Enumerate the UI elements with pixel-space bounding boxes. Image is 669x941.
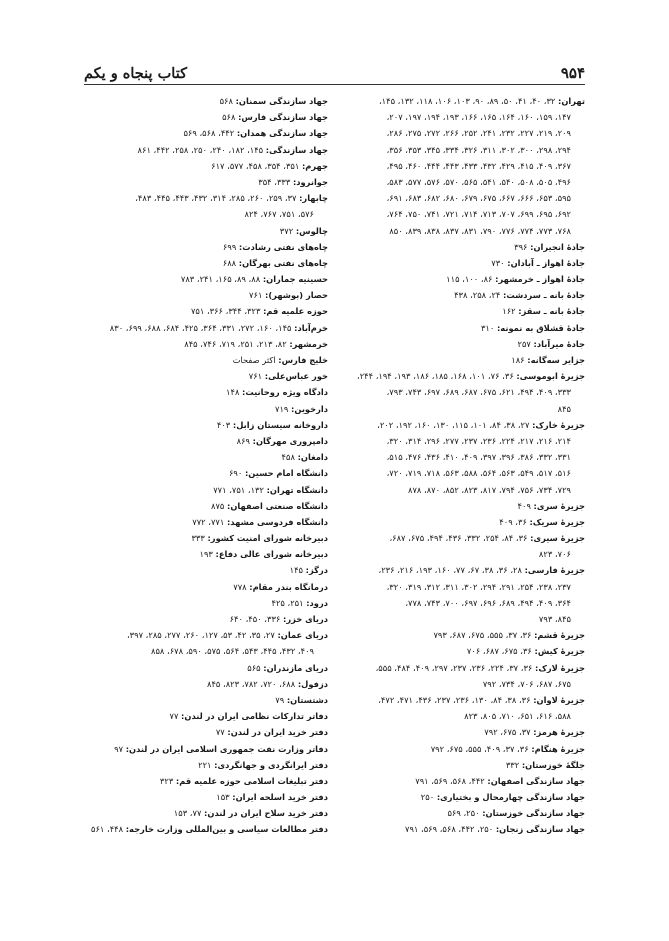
index-term: دفتر خرید سلاح ایران در لندن: bbox=[204, 808, 328, 819]
index-term: جادهٔ انجیران: bbox=[530, 241, 585, 252]
index-entry bbox=[341, 805, 585, 821]
index-entry bbox=[84, 336, 328, 352]
index-entry bbox=[341, 239, 585, 255]
index-term: درود: bbox=[306, 597, 328, 608]
index-page-numbers: ۲۵۱، ۴۲۵ bbox=[271, 597, 307, 608]
index-entry bbox=[341, 530, 585, 546]
index-entry-continuation bbox=[341, 125, 585, 141]
index-entry bbox=[84, 352, 328, 368]
index-entry bbox=[341, 93, 585, 109]
index-page-numbers: ۳۷، ۶۷۵، ۷۹۲ bbox=[484, 727, 534, 738]
index-entry-continuation bbox=[341, 433, 585, 449]
index-term: دفتر مطالعات سیاسی و بین‌المللی وزارت خارجه: bbox=[125, 824, 328, 835]
index-entry bbox=[84, 821, 328, 837]
index-page-numbers: ۱۴۸ bbox=[226, 387, 243, 398]
index-page-numbers: ۶۹۹ bbox=[222, 241, 239, 252]
index-page-numbers: ۳۶، ۷۶، ۱۰۱، ۱۶۸، ۱۸۵، ۱۸۶، ۱۹۳، ۱۹۴، ۲۴۴، bbox=[357, 371, 517, 382]
index-term: درگز: bbox=[305, 565, 328, 576]
index-entry bbox=[84, 93, 328, 109]
index-entry bbox=[341, 643, 585, 659]
index-term: درمانگاه بندر مقام: bbox=[249, 581, 328, 592]
index-page-numbers: ۳۲۳ bbox=[159, 775, 176, 786]
index-term: دادگاه ویژه روحانیت: bbox=[242, 387, 328, 398]
index-entry bbox=[84, 741, 328, 757]
index-column-left bbox=[84, 93, 328, 838]
page-header bbox=[84, 60, 585, 82]
index-term: دفتر خرید اسلحه ایران: bbox=[232, 792, 328, 803]
index-term: جهاد سازندگی سمنان: bbox=[235, 96, 328, 106]
index-entry bbox=[341, 255, 585, 271]
index-entry bbox=[84, 660, 328, 676]
index-term: دامپروری مهرگان: bbox=[252, 435, 328, 446]
index-entry bbox=[84, 142, 328, 158]
index-entry-continuation bbox=[341, 223, 585, 239]
index-page-numbers: ۳۶، ۸۴، ۲۵۴، ۳۳۲، ۴۳۶، ۴۹۴، ۶۷۵، ۶۸۷، bbox=[389, 533, 531, 544]
index-entry bbox=[84, 789, 328, 805]
index-entry bbox=[84, 595, 328, 611]
index-term: جزیرهٔ کیش: bbox=[534, 646, 585, 657]
index-page-numbers: ۸۶۹ bbox=[236, 435, 253, 446]
index-term: دبیرخانه شورای امنیت کشور: bbox=[207, 533, 328, 544]
index-entry bbox=[84, 174, 328, 190]
index-entry-continuation bbox=[341, 190, 585, 206]
index-entry bbox=[341, 741, 585, 757]
index-term: جادهٔ بانه ـ سردشت: bbox=[503, 290, 585, 301]
index-page-numbers: ۷۲۹، ۷۳۴، ۷۵۶، ۷۹۴، ۸۱۷، ۸۲۳، ۸۵۲، ۸۷۰، ۸۷۸ bbox=[408, 484, 571, 495]
index-entry bbox=[341, 417, 585, 433]
index-page-numbers: ۱۴۵، ۱۶۰، ۲۷۲، ۳۳۱، ۳۶۴، ۴۲۵، ۶۸۴، ۶۸۸، ۶۹۹، ۸۳۰ bbox=[109, 322, 295, 333]
index-term: خرمشهر: bbox=[289, 338, 328, 349]
index-entry bbox=[341, 821, 585, 837]
index-page-numbers: ۶۹۰ bbox=[228, 468, 245, 479]
index-entry bbox=[84, 611, 328, 627]
index-entry-continuation bbox=[341, 579, 585, 595]
index-term: جهاد سازندگی خوزستان: bbox=[482, 808, 585, 819]
index-entry bbox=[84, 514, 328, 530]
index-page-numbers: ۵۶۵ bbox=[247, 662, 264, 673]
index-term: دفتر تبلیغات اسلامی حوزه علمیه قم: bbox=[175, 775, 328, 786]
index-term: دارخوین: bbox=[291, 403, 328, 414]
index-term: حسینیه جماران: bbox=[262, 274, 328, 285]
index-page-numbers: ۷۰۶، ۸۲۳ bbox=[538, 549, 571, 560]
index-term: جزیرهٔ لاوان: bbox=[533, 694, 585, 705]
index-term: دزفول: bbox=[297, 678, 328, 689]
index-entry bbox=[84, 724, 328, 740]
index-entry-continuation bbox=[341, 174, 585, 190]
index-term: دریای خزر: bbox=[283, 614, 328, 624]
index-term: جادهٔ بانه ـ سقز: bbox=[518, 306, 585, 317]
index-page-numbers: ۲۹۴، ۲۹۸، ۳۰۰، ۳۰۲، ۳۱۱، ۳۲۶، ۳۳۴، ۳۴۵، ۳۵۳، ۳۵۶، bbox=[386, 144, 571, 155]
index-page-numbers: ۳۶، ۳۷، ۲۲۴، ۲۳۶، ۲۳۷، ۲۹۷، ۴۰۹، ۴۸۴، ۵۵۵، bbox=[375, 662, 536, 673]
index-page-numbers: ۳۳۶، ۴۵۰، ۶۴۰ bbox=[229, 614, 283, 624]
index-term: جزیرهٔ خارک: bbox=[532, 419, 585, 430]
index-page-numbers: ۲۱۴، ۲۱۶، ۲۱۷، ۲۲۴، ۲۳۶، ۲۳۷، ۲۷۷، ۲۹۶، ۳۱۴، ۳۲۰، bbox=[386, 435, 571, 446]
index-term: داروخانه سیستان زابل: bbox=[232, 419, 328, 430]
index-entry-continuation bbox=[341, 546, 585, 562]
book-title: کتاب پنجاه و یکم bbox=[84, 65, 187, 82]
index-columns bbox=[84, 93, 585, 838]
index-page-numbers: ۷۹ bbox=[275, 694, 287, 705]
index-entry bbox=[341, 303, 585, 319]
index-page-numbers: ۵۶۸ bbox=[219, 96, 236, 106]
index-page-numbers: ۳۶، ۳۷، ۵۵۵، ۶۷۵، ۶۸۷، ۷۹۳ bbox=[433, 630, 535, 641]
index-entry-continuation bbox=[341, 142, 585, 158]
index-term: جادهٔ اهواز ـ آبادان: bbox=[507, 257, 585, 268]
index-page-numbers: ۶۸۸، ۷۲۰، ۷۸۲، ۸۲۳، ۸۴۵ bbox=[206, 678, 298, 689]
index-page-numbers: ۷۶۸، ۷۷۳، ۷۷۴، ۷۷۶، ۷۹۰، ۸۳۱، ۸۳۷، ۸۳۸، ۸۳۹، ۸۵۰ bbox=[389, 225, 571, 236]
index-term: دانشگاه امام حسین: bbox=[244, 468, 328, 479]
index-page-numbers: ۳۶۴، ۴۰۹، ۴۹۴، ۶۸۹، ۶۹۶، ۶۹۷، ۷۰۰، ۷۴۳، ۷۷۸، bbox=[405, 597, 571, 608]
index-entry bbox=[84, 676, 328, 692]
index-term: جهاد سازندگی: bbox=[265, 144, 328, 155]
index-entry-continuation bbox=[84, 206, 328, 222]
index-page-numbers: ۱۴۷، ۱۵۹، ۱۶۰، ۱۶۴، ۱۶۵، ۱۶۶، ۱۹۳، ۱۹۴، ۱۹۷، ۲۰۷، bbox=[386, 112, 571, 123]
index-entry bbox=[84, 303, 328, 319]
index-entry bbox=[84, 223, 328, 239]
index-page-numbers: ۳۶، ۳۷، ۴۰۹، ۵۵۵، ۶۷۵، ۷۹۲ bbox=[430, 743, 532, 754]
index-page-numbers: ۷۶۱ bbox=[249, 290, 266, 301]
index-page-numbers: ۶۷۵، ۶۸۷، ۷۰۶، ۷۳۴، ۷۹۲ bbox=[482, 678, 571, 689]
index-term: چالوس: bbox=[295, 225, 328, 236]
index-entry bbox=[84, 773, 328, 789]
index-page-numbers: ۳۶، ۴۰۹ bbox=[499, 516, 530, 527]
header-rule bbox=[84, 84, 585, 85]
index-page-numbers: ۴۴۲، ۵۶۸، ۵۶۹، ۷۹۱ bbox=[415, 775, 488, 786]
index-entry bbox=[341, 562, 585, 578]
index-term: دریای مازندران: bbox=[263, 662, 328, 673]
index-entry-continuation bbox=[341, 676, 585, 692]
index-page-numbers: اکثر صفحات bbox=[232, 355, 279, 365]
index-entry-continuation bbox=[341, 449, 585, 465]
index-term: جهرم: bbox=[301, 160, 328, 171]
index-term: جزیرهٔ سریک: bbox=[529, 516, 585, 527]
index-entry-continuation bbox=[341, 401, 585, 417]
index-entry bbox=[84, 579, 328, 595]
index-entry bbox=[84, 255, 328, 271]
index-entry bbox=[84, 482, 328, 498]
index-entry-continuation bbox=[341, 109, 585, 125]
index-page-numbers: ۹۷ bbox=[114, 743, 126, 754]
index-entry bbox=[84, 190, 328, 206]
index-entry bbox=[84, 757, 328, 773]
index-column-right bbox=[341, 93, 585, 838]
index-entry-continuation bbox=[341, 158, 585, 174]
index-term: دفتر ایرانگردی و جهانگردی: bbox=[214, 759, 328, 770]
index-page-numbers: ۷۱۹ bbox=[275, 403, 292, 414]
index-page-numbers: ۷۷۱، ۷۷۲ bbox=[192, 516, 227, 527]
index-page-numbers: ۲۸، ۳۶، ۳۸، ۶۷، ۷۷، ۱۶۰، ۱۹۳، ۲۱۶، ۲۳۶، bbox=[378, 565, 525, 576]
index-page-numbers: ۳۶۷، ۴۰۹، ۴۱۵، ۴۲۹، ۴۳۲، ۴۳۳، ۴۴۳، ۴۴۴، ۴۶۰، ۴۹۵، bbox=[386, 160, 571, 171]
index-page-numbers: ۵۹۵، ۶۵۳، ۶۶۶، ۶۶۷، ۶۷۵، ۶۷۹، ۶۸۰، ۶۸۲، ۶۸۳، ۶۹۱، bbox=[386, 193, 571, 204]
index-page-numbers: ۳۳۱، ۳۳۲، ۳۸۶، ۳۹۶، ۳۹۷، ۴۰۹، ۴۱۰، ۴۳۶، ۴۷۶، ۵۱۵، bbox=[386, 452, 571, 463]
index-term: دریای عمان: bbox=[277, 630, 328, 641]
index-page-numbers: ۷۷۸ bbox=[233, 581, 250, 592]
index-page-numbers: ۴۰۹، ۴۳۲، ۴۴۵، ۵۴۳، ۵۶۴، ۵۷۵، ۵۹۰، ۶۷۸، ۸۵۸ bbox=[151, 646, 314, 657]
index-page-numbers: ۳۱۰ bbox=[480, 322, 497, 333]
index-page-numbers: ۳۲۳، ۳۴۴، ۳۶۶، ۷۵۱ bbox=[190, 306, 264, 317]
index-term: چاه‌های نفتی رشادت: bbox=[238, 241, 328, 252]
index-entry bbox=[341, 498, 585, 514]
index-page-numbers: ۷۷، ۱۵۳ bbox=[173, 808, 205, 819]
index-page-numbers: ۴۰۹ bbox=[517, 500, 534, 511]
index-entry-continuation bbox=[341, 384, 585, 400]
index-page-numbers: ۱۳۲، ۷۵۱، ۷۷۱ bbox=[213, 484, 267, 495]
index-entry bbox=[84, 530, 328, 546]
index-entry bbox=[84, 158, 328, 174]
index-page-numbers: ۸۴۵ bbox=[557, 403, 571, 414]
index-entry bbox=[84, 417, 328, 433]
index-page-numbers: ۸۶، ۱۰۰، ۱۱۵ bbox=[446, 274, 496, 285]
index-entry-continuation bbox=[341, 482, 585, 498]
index-entry bbox=[84, 401, 328, 417]
index-page-numbers: ۱۶۲ bbox=[502, 306, 519, 317]
index-entry bbox=[84, 805, 328, 821]
index-entry bbox=[84, 498, 328, 514]
index-entry bbox=[341, 336, 585, 352]
index-term: دشتستان: bbox=[286, 694, 328, 705]
index-page-numbers: ۲۵۰، ۵۶۹ bbox=[447, 808, 483, 819]
index-page-numbers: ۷۷ bbox=[215, 727, 228, 738]
index-page-numbers: ۳۷، ۲۵۹، ۲۶۰، ۲۸۵، ۳۱۴، ۴۳۲، ۴۴۳، ۴۴۵، ۴۸۳، bbox=[135, 193, 300, 204]
index-term: دانشگاه تهران: bbox=[266, 484, 328, 495]
index-page-numbers: ۱۵۳ bbox=[216, 792, 233, 803]
index-entry bbox=[341, 287, 585, 303]
index-page-numbers: ۲۵۰ bbox=[420, 792, 437, 803]
index-page-numbers: ۵۷۶، ۷۵۱، ۷۶۷، ۸۲۴ bbox=[244, 209, 314, 220]
index-term: جزیرهٔ لارک: bbox=[535, 662, 585, 673]
index-term: حصار (بوشهر): bbox=[265, 290, 328, 301]
index-entry bbox=[84, 562, 328, 578]
index-entry-continuation bbox=[341, 206, 585, 222]
index-page-numbers: ۲۷، ۳۸، ۸۴، ۱۰۱، ۱۱۵، ۱۳۰، ۱۶۰، ۱۹۲، ۲۰۲، bbox=[377, 419, 533, 430]
index-page-numbers: ۳۶، ۳۸، ۸۴، ۱۳۰، ۲۳۶، ۲۳۷، ۴۳۶، ۴۷۱، ۴۷۲، bbox=[378, 694, 534, 705]
index-entry bbox=[84, 109, 328, 125]
index-term: جهاد سازندگی چهارمحال و بختیاری: bbox=[436, 792, 585, 803]
index-term: خرم‌آباد: bbox=[294, 322, 328, 333]
index-term: جزیرهٔ سری: bbox=[533, 500, 585, 511]
index-entry bbox=[341, 789, 585, 805]
index-term: جزیرهٔ سیری: bbox=[530, 533, 585, 544]
index-page-numbers: ۶۹۲، ۶۹۵، ۶۹۹، ۷۰۷، ۷۱۳، ۷۱۴، ۷۲۱، ۷۴۱، ۷۵۰، ۷۶۴، bbox=[386, 209, 571, 220]
index-page-numbers: ۶۸۸ bbox=[222, 257, 239, 268]
index-term: جهاد سازندگی فارس: bbox=[238, 112, 328, 123]
index-term: جهاد سازندگی زنجان: bbox=[495, 824, 585, 835]
index-entry bbox=[84, 384, 328, 400]
index-entry bbox=[341, 724, 585, 740]
index-page-numbers: ۳۳۲ bbox=[505, 759, 522, 770]
index-term: دفتر خرید ایران در لندن: bbox=[227, 727, 328, 738]
index-page-numbers: ۳۹۶ bbox=[514, 241, 531, 252]
index-term: چابهار: bbox=[299, 193, 328, 204]
index-page-numbers: ۱۴۵، ۱۸۲، ۲۴۰، ۲۵۰، ۲۵۸، ۴۴۲، ۸۶۱ bbox=[137, 144, 266, 155]
index-page-numbers: ۴۴۸، ۵۶۱ bbox=[91, 824, 126, 835]
index-entry bbox=[341, 660, 585, 676]
index-term: جادهٔ میرآباد: bbox=[533, 338, 585, 349]
index-page-numbers: ۵۱۶، ۵۱۷، ۵۴۹، ۵۶۳، ۵۶۴، ۵۸۸، ۵۶۳، ۷۱۸، ۷۱۹، ۷۲۰، bbox=[386, 468, 571, 479]
index-entry bbox=[84, 125, 328, 141]
index-term: جزیرهٔ هنگام: bbox=[531, 743, 585, 754]
index-page-numbers: ۱۹۳ bbox=[199, 549, 216, 560]
index-entry bbox=[341, 627, 585, 643]
index-page-numbers: ۳۲، ۴۰، ۴۱، ۵۰، ۸۹، ۹۰، ۱۰۳، ۱۰۶، ۱۱۸، ۱۳۲، ۱۴۵، bbox=[378, 96, 558, 106]
index-page-numbers: ۵۸۸، ۶۱۶، ۶۵۱، ۷۱۰، ۸۰۵، ۸۲۳ bbox=[464, 711, 571, 722]
index-term: جهاد سازندگی اصفهان: bbox=[487, 775, 585, 786]
index-term: جزیرهٔ هرمز: bbox=[533, 727, 585, 738]
index-entry bbox=[341, 692, 585, 708]
index-term: دامغان: bbox=[297, 452, 328, 463]
index-term: جادهٔ اهواز ـ خرمشهر: bbox=[495, 274, 585, 285]
index-entry bbox=[341, 271, 585, 287]
index-entry-continuation bbox=[84, 643, 328, 659]
index-entry bbox=[341, 757, 585, 773]
index-term: جزیرهٔ قشم: bbox=[534, 630, 585, 641]
index-entry-continuation bbox=[341, 465, 585, 481]
index-term: جوانرود: bbox=[292, 176, 328, 187]
index-page-numbers: ۳۶، ۶۷۵، ۶۸۷، ۷۰۶ bbox=[466, 646, 535, 657]
index-entry bbox=[84, 708, 328, 724]
index-entry bbox=[84, 239, 328, 255]
index-page-numbers: ۱۴۵ bbox=[289, 565, 306, 576]
index-page-numbers: ۳۳۳، ۴۰۹، ۴۹۴، ۶۲۱، ۶۷۵، ۶۸۷، ۶۸۹، ۶۹۷، ۷۴۳، ۷۹۳، bbox=[386, 387, 571, 398]
index-term: خور عباس‌علی: bbox=[264, 371, 328, 382]
index-page-numbers: ۸۷۵ bbox=[211, 500, 228, 511]
index-page-numbers: ۴۴۲، ۵۶۸، ۵۶۹ bbox=[183, 128, 237, 139]
index-entry bbox=[341, 352, 585, 368]
index-entry-continuation bbox=[341, 611, 585, 627]
index-term: دانشگاه صنعتی اصفهان: bbox=[227, 500, 328, 511]
index-entry bbox=[341, 773, 585, 789]
index-page-numbers: ۳۳۳ bbox=[191, 533, 208, 544]
index-page-numbers: ۲۵۰، ۴۴۲، ۵۶۸، ۵۶۹، ۷۹۱ bbox=[405, 824, 496, 835]
index-entry bbox=[341, 514, 585, 530]
index-page-numbers: ۳۳۳، ۳۵۴ bbox=[258, 176, 293, 187]
index-entry bbox=[84, 449, 328, 465]
index-entry bbox=[84, 368, 328, 384]
index-term: حوزه علمیه قم: bbox=[263, 306, 328, 317]
index-term: جلگهٔ خوزستان: bbox=[521, 759, 585, 770]
index-page-numbers: ۲۵۷ bbox=[517, 338, 534, 349]
index-entry bbox=[341, 320, 585, 336]
index-page-numbers: ۴۰۳ bbox=[216, 419, 233, 430]
index-page-numbers: ۲۳۷، ۲۳۸، ۲۵۴، ۲۹۱، ۲۹۴، ۳۰۲، ۳۱۱، ۳۱۲، ۳۱۹، ۳۲۰، bbox=[386, 581, 571, 592]
index-page-numbers: ۲۴، ۲۵۸، ۴۳۸ bbox=[454, 290, 504, 301]
index-term: جزایر سه‌گانه: bbox=[527, 355, 585, 365]
index-page-numbers: ۸۴۵، ۷۹۳ bbox=[538, 614, 571, 624]
index-page-numbers: ۳۵۱، ۳۵۴، ۴۵۸، ۵۷۷، ۶۱۷ bbox=[211, 160, 302, 171]
index-entry bbox=[84, 465, 328, 481]
index-page-numbers: ۵۶۸ bbox=[222, 112, 239, 123]
index-term: دفاتر تدارکات نظامی ایران در لندن: bbox=[181, 711, 328, 722]
index-entry bbox=[84, 320, 328, 336]
index-entry bbox=[84, 546, 328, 562]
index-entry bbox=[84, 433, 328, 449]
index-page-numbers: ۲۰۹، ۲۱۹، ۲۲۷، ۲۳۲، ۲۴۱، ۲۵۲، ۲۶۶، ۲۷۲، ۲۷۵، ۲۸۶، bbox=[386, 128, 571, 139]
index-page-numbers: ۷۷ bbox=[169, 711, 182, 722]
index-term: دانشگاه فردوسی مشهد: bbox=[226, 516, 328, 527]
index-page-numbers: ۸۸، ۸۹، ۱۶۵، ۲۴۱، ۷۸۳ bbox=[180, 274, 263, 285]
index-entry bbox=[84, 692, 328, 708]
index-term: دفاتر وزارت نفت جمهوری اسلامی ایران در لندن: bbox=[125, 743, 328, 754]
index-term: تهران: bbox=[558, 96, 585, 106]
page-number: ۹۵۴ bbox=[560, 64, 585, 82]
index-term: دبیرخانه شورای عالی دفاع: bbox=[215, 549, 328, 560]
index-term: جادهٔ قشلاق به نمونه: bbox=[496, 322, 585, 333]
index-page-numbers: ۱۸۶ bbox=[511, 355, 528, 365]
index-entry-continuation bbox=[341, 595, 585, 611]
index-entry bbox=[341, 368, 585, 384]
index-term: جهاد سازندگی همدان: bbox=[236, 128, 328, 139]
index-page-numbers: ۸۲، ۲۱۳، ۲۵۱، ۷۱۹، ۷۴۶، ۸۴۵ bbox=[184, 338, 290, 349]
index-term: چاه‌های نفتی بهرگان: bbox=[238, 257, 328, 268]
index-page-numbers: ۷۳۰ bbox=[491, 257, 508, 268]
index-page-numbers: ۴۵۸ bbox=[281, 452, 298, 463]
index-entry bbox=[84, 271, 328, 287]
index-page-numbers: ۲۷، ۳۵، ۴۲، ۵۳، ۱۲۷، ۲۶۰، ۲۷۷، ۲۸۵، ۳۹۷، bbox=[126, 630, 278, 641]
index-page-numbers: ۴۹۶، ۵۰۵، ۵۰۸، ۵۴۰، ۵۴۱، ۵۶۵، ۵۷۰، ۵۷۶، ۵۷۷، ۵۸۳، bbox=[386, 176, 571, 187]
index-page-numbers: ۲۲۱ bbox=[198, 759, 215, 770]
index-entry bbox=[84, 287, 328, 303]
index-entry-continuation bbox=[341, 708, 585, 724]
index-page-numbers: ۳۷۲ bbox=[279, 225, 296, 236]
index-term: خلیج فارس: bbox=[278, 355, 328, 365]
index-term: جزیرهٔ فارسی: bbox=[524, 565, 585, 576]
index-term: جزیرهٔ ابوموسی: bbox=[516, 371, 585, 382]
index-page-numbers: ۷۶۱ bbox=[248, 371, 265, 382]
index-entry bbox=[84, 627, 328, 643]
